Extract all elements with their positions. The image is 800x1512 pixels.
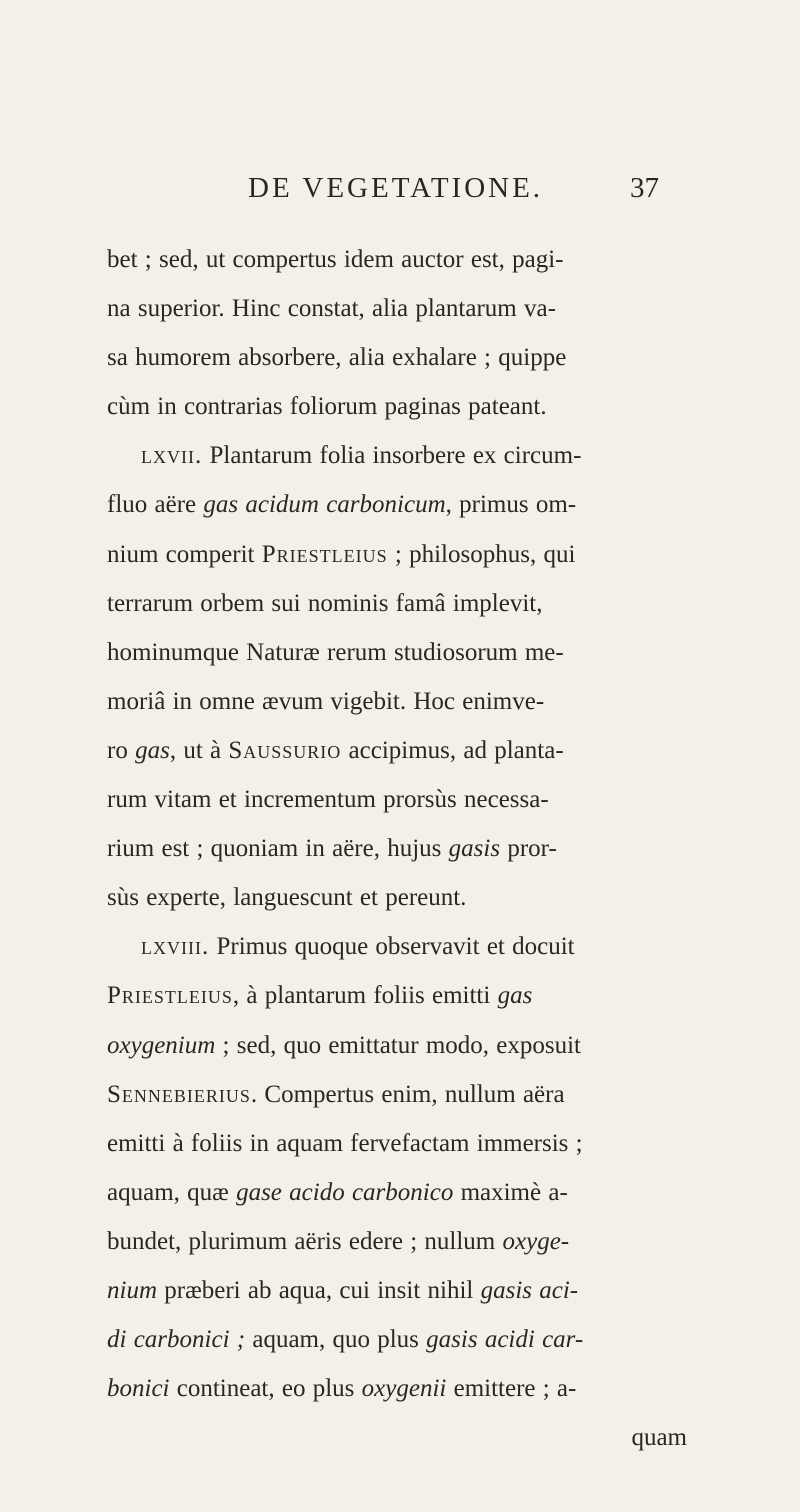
text-segment: ; philosophus, qui [387,540,576,568]
text-segment: aquam, quæ [107,1178,237,1206]
text-line [107,1070,727,1119]
italic-segment: gasis acidi car- [426,1326,584,1354]
text-segment: pror- [500,835,557,863]
text-line [107,1119,727,1168]
catchword [107,1413,727,1462]
text-line [107,235,727,284]
small-caps-segment: Saussurio [228,736,342,764]
text-segment: moriâ in omne ævum vigebit. Hoc enimve- [107,687,545,715]
text-segment: rum vitam et incrementum prorsùs necessa- [107,786,549,814]
text-segment: præberi ab aqua, cui insit nihil [157,1276,481,1304]
text-segment: na superior. Hinc constat, alia plantarum va- [107,295,556,323]
text-segment: emittere ; a- [446,1375,577,1403]
text-line [107,284,727,333]
italic-segment: gasis aci- [480,1276,579,1304]
text-segment: cùm in contrarias foliorum paginas pateant. [107,393,547,421]
text-line [107,971,727,1020]
italic-segment: gas acidum carbonicum [203,491,446,519]
text-segment: bundet, plurimum aëris edere ; nullum [107,1227,503,1255]
italic-segment: nium [107,1276,157,1304]
text-line [107,431,727,480]
text-segment: fluo aëre [107,491,204,519]
text-segment: ro [107,736,136,764]
text-line [107,579,727,628]
text-segment: sùs experte, languescunt et pereunt. [107,884,467,912]
text-line [107,382,727,431]
text-line [107,1364,727,1413]
page-number: 37 [630,172,659,204]
italic-segment: gas [497,982,533,1010]
text-segment: emitti à foliis in aquam fervefactam immersis ; [107,1129,583,1157]
italic-segment: gasis [448,835,501,863]
text-line [107,1168,727,1217]
italic-segment: gas [135,736,170,764]
text-line [107,628,727,677]
text-line [107,1315,727,1364]
text-line [107,333,727,382]
text-line [107,726,727,775]
text-line [107,530,727,579]
text-segment: hominumque Naturæ rerum studiosorum me- [107,638,564,666]
body-text [107,235,727,1462]
italic-segment: oxyge- [502,1227,570,1255]
text-line [107,480,727,529]
running-header [0,172,800,222]
text-segment: maximè a- [453,1178,568,1206]
text-segment: terrarum orbem sui nominis famâ implevit, [107,589,543,617]
text-line [107,1217,727,1266]
running-title: DE VEGETATIONE. [248,172,544,204]
text-line [107,677,727,726]
italic-segment: bonici [107,1375,170,1403]
text-segment: , ut à [169,736,229,764]
text-segment: contineat, eo plus [169,1375,362,1403]
small-caps-segment: Sennebierius [107,1080,251,1108]
text-segment: Plantarum folia insorbere ex circum- [202,442,582,470]
text-segment: Primus quoque observavit et docuit [209,933,575,961]
small-caps-segment: lxviii. [141,933,210,961]
italic-segment: di carbonici ; [107,1326,246,1354]
small-caps-segment: lxvii. [141,442,203,470]
text-segment: quam [631,1424,687,1452]
text-segment: accipimus, ad planta- [341,736,564,764]
text-line [107,775,727,824]
text-line [107,1021,727,1070]
italic-segment: gase acido carbonico [236,1178,454,1206]
small-caps-segment: Priestleius [107,982,233,1010]
italic-segment: oxygenium [107,1031,216,1059]
text-line [107,824,727,873]
text-line [107,873,727,922]
italic-segment: oxygenii [361,1375,447,1403]
text-segment: bet ; sed, ut compertus idem auctor est, pagi- [107,246,564,273]
text-segment: nium comperit [107,540,262,568]
text-segment: rium est ; quoniam in aëre, hujus [107,835,449,863]
text-segment: , primus om- [445,491,577,519]
text-segment: ; sed, quo emittatur modo, exposuit [215,1031,581,1059]
text-line [107,922,727,971]
text-segment: sa humorem absorbere, alia exhalare ; quippe [107,344,567,372]
text-segment: , à plantarum foliis emitti [232,982,498,1010]
text-segment: aquam, quo plus [245,1326,427,1354]
small-caps-segment: Priestleius [261,540,388,568]
text-segment: . Compertus enim, nullum aëra [250,1080,565,1108]
text-line [107,1266,727,1315]
